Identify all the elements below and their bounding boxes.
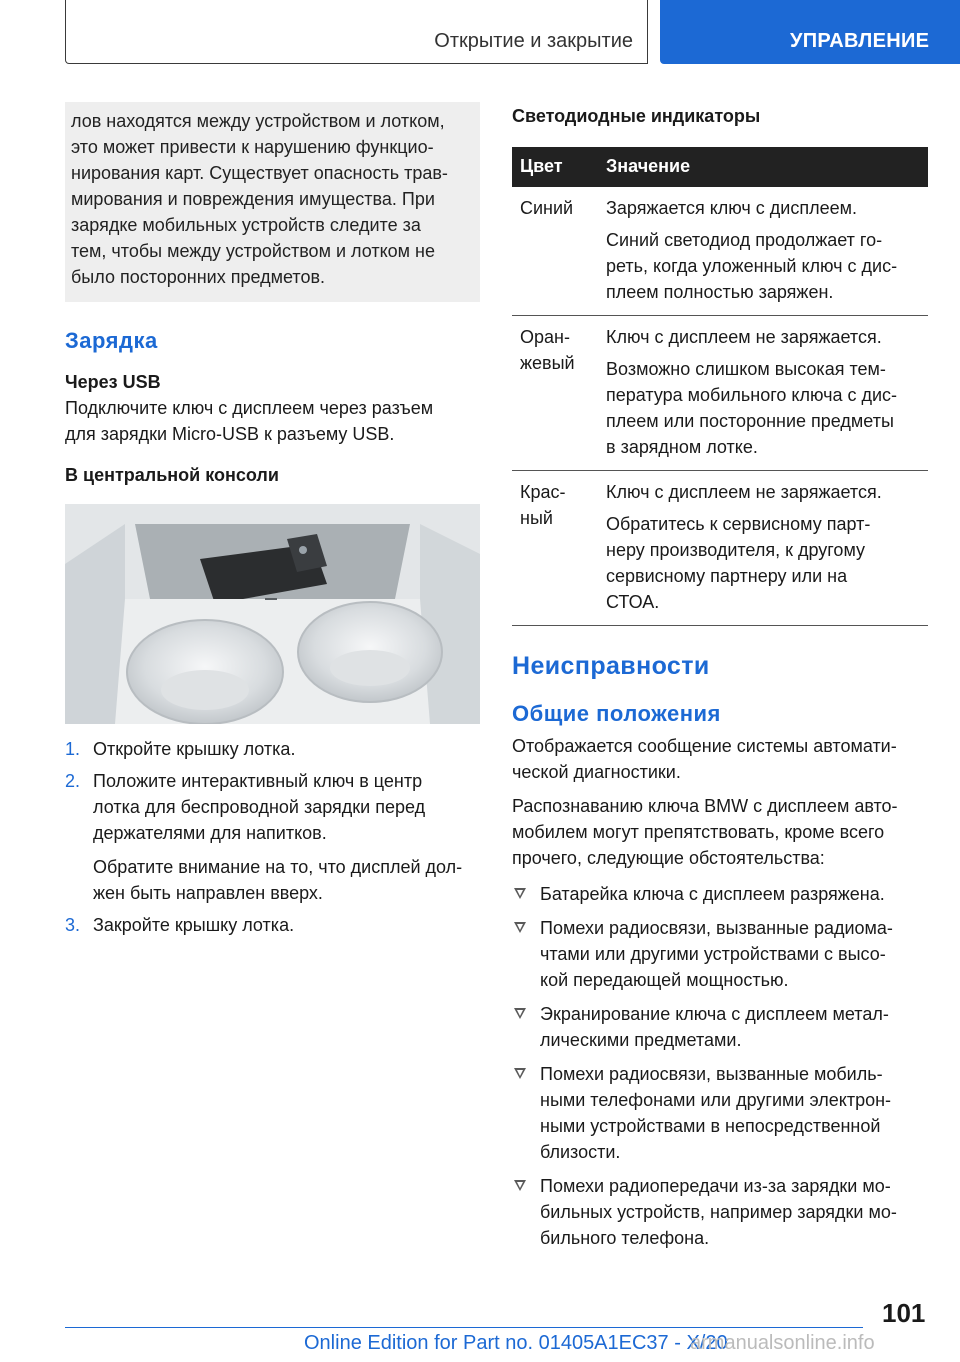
meaning-line: плеем полностью заряжен. bbox=[606, 282, 834, 302]
step-note bbox=[93, 854, 480, 906]
meaning-line: в зарядном лотке. bbox=[606, 437, 758, 457]
step-text: держателями для напитков. bbox=[93, 823, 327, 843]
meaning-line: Ключ с дисплеем не заряжается. bbox=[606, 482, 882, 502]
step-text: Положите интерактивный ключ в центр bbox=[93, 771, 423, 791]
warning-box bbox=[65, 102, 480, 302]
watermark-text: armanualsonline.info bbox=[690, 1332, 875, 1354]
bullet-line: Батарейка ключа с дисплеем разряжена. bbox=[540, 884, 885, 904]
step-note-line: жен быть направлен вверх. bbox=[93, 883, 323, 903]
table-row bbox=[512, 471, 928, 626]
section-tab bbox=[65, 0, 648, 64]
list-item bbox=[512, 881, 928, 907]
step-item bbox=[65, 768, 480, 906]
steps-list bbox=[65, 736, 480, 938]
step-text: лотка для беспроводной зарядки перед bbox=[93, 797, 426, 817]
general-paragraph bbox=[512, 733, 928, 785]
warning-line: мирования и повреждения имущества. При bbox=[71, 189, 435, 209]
warning-line: тем, чтобы между устройством и лотком не bbox=[71, 241, 435, 261]
triangle-bullet-icon bbox=[514, 1008, 526, 1019]
general-line: ческой диагностики. bbox=[512, 762, 681, 782]
warning-line: зарядке мобильных устройств следите за bbox=[71, 215, 421, 235]
table-header-color: Цвет bbox=[520, 156, 563, 176]
bullet-line: лическими предметами. bbox=[540, 1030, 742, 1050]
warning-line: это может привести к нарушению функцио- bbox=[71, 137, 434, 157]
meaning-line: Синий светодиод продолжает го- bbox=[606, 230, 883, 250]
list-item bbox=[512, 915, 928, 993]
meaning-line: Ключ с дисплеем не заряжается. bbox=[606, 327, 882, 347]
step-item bbox=[65, 912, 480, 938]
usb-text-line: Подключите ключ с дисплеем через разъем bbox=[65, 398, 434, 418]
usb-heading: Через USB bbox=[65, 372, 161, 392]
section-title: Открытие и закрытие bbox=[434, 30, 633, 52]
color-name: Синий bbox=[520, 198, 574, 218]
meaning-line: плеем или посторонние предметы bbox=[606, 411, 894, 431]
recognition-line: Распознаванию ключа BMW с дисплеем авто- bbox=[512, 796, 898, 816]
bullet-line: Экранирование ключа с дисплеем метал- bbox=[540, 1004, 889, 1024]
bullet-line: ными телефонами или другими электрон- bbox=[540, 1090, 892, 1110]
recognition-line: мобилем могут препятствовать, кроме всего bbox=[512, 822, 885, 842]
meaning-line: неру производителя, к другому bbox=[606, 540, 866, 560]
meaning-line: Обратитесь к сервисному парт- bbox=[606, 514, 871, 534]
console-tray-photo bbox=[65, 504, 480, 724]
warning-line: лов находятся между устройством и лотком, bbox=[71, 111, 445, 131]
step-number: 2. bbox=[65, 771, 81, 791]
bullet-line: кой передающей мощностью. bbox=[540, 970, 789, 990]
bullet-line: ными устройствами в непосредственной bbox=[540, 1116, 881, 1136]
table-header-row bbox=[512, 147, 928, 187]
triangle-bullet-icon bbox=[514, 1180, 526, 1191]
usb-text-line: для зарядки Micro-USB к разъему USB. bbox=[65, 424, 395, 444]
step-item bbox=[65, 736, 480, 762]
table-cell-color bbox=[520, 324, 595, 376]
table-cell-meaning bbox=[606, 187, 928, 315]
bullet-line: Помехи радиопередачи из-за зарядки мо- bbox=[540, 1176, 891, 1196]
color-name: ный bbox=[520, 508, 553, 528]
page-number: 101 bbox=[882, 1298, 926, 1328]
step-number: 1. bbox=[65, 739, 81, 759]
general-line: Отображается сообщение системы автомати- bbox=[512, 736, 897, 756]
table-row bbox=[512, 187, 928, 316]
list-item bbox=[512, 1001, 928, 1053]
meaning-line: реть, когда уложенный ключ с дис- bbox=[606, 256, 898, 276]
table-cell-color bbox=[520, 195, 595, 221]
table-cell-color bbox=[520, 479, 595, 531]
right-column bbox=[512, 102, 928, 1259]
bullet-list bbox=[512, 881, 928, 1251]
edition-text: Online Edition for Part no. 01405A1EC37 - X/20 bbox=[304, 1332, 728, 1354]
meaning-line: пература мобильного ключа с дис- bbox=[606, 385, 898, 405]
triangle-bullet-icon bbox=[514, 888, 526, 899]
meaning-line: СТОА. bbox=[606, 592, 660, 612]
footer-divider bbox=[65, 1327, 863, 1328]
charging-heading: Зарядка bbox=[65, 328, 158, 353]
triangle-bullet-icon bbox=[514, 922, 526, 933]
step-text: Закройте крышку лотка. bbox=[93, 915, 295, 935]
list-item bbox=[512, 1061, 928, 1165]
step-note-line: Обратите внимание на то, что дисплей дол- bbox=[93, 857, 463, 877]
recognition-line: прочего, следующие обстоятельства: bbox=[512, 848, 825, 868]
page-header bbox=[0, 0, 960, 66]
left-column bbox=[65, 102, 480, 938]
meaning-line: Заряжается ключ с дисплеем. bbox=[606, 198, 857, 218]
color-name: жевый bbox=[520, 353, 575, 373]
bullet-line: бильного телефона. bbox=[540, 1228, 710, 1248]
table-row bbox=[512, 316, 928, 471]
general-heading: Общие положения bbox=[512, 701, 721, 726]
bullet-line: чтами или другими устройствами с высо- bbox=[540, 944, 886, 964]
console-heading: В центральной консоли bbox=[65, 465, 279, 485]
warning-line: было посторонних предметов. bbox=[71, 267, 326, 287]
chapter-title: УПРАВЛЕНИЕ bbox=[790, 30, 930, 52]
bullet-line: Помехи радиосвязи, вызванные мобиль- bbox=[540, 1064, 883, 1084]
meaning-line: Возможно слишком высокая тем- bbox=[606, 359, 886, 379]
meaning-line: сервисному партнеру или на bbox=[606, 566, 848, 586]
led-table bbox=[512, 147, 928, 626]
step-text: Откройте крышку лотка. bbox=[93, 739, 296, 759]
color-name: Крас- bbox=[520, 482, 566, 502]
warning-line: нирования карт. Существует опасность трав- bbox=[71, 163, 448, 183]
color-name: Оран- bbox=[520, 327, 570, 347]
bullet-line: Помехи радиосвязи, вызванные радиома- bbox=[540, 918, 893, 938]
bullet-line: бильных устройств, например зарядки мо- bbox=[540, 1202, 897, 1222]
table-cell-meaning bbox=[606, 471, 928, 625]
table-cell-meaning bbox=[606, 316, 928, 470]
list-item bbox=[512, 1173, 928, 1251]
console-tray-illustration bbox=[65, 504, 480, 724]
chapter-tab bbox=[660, 0, 960, 64]
faults-heading: Неисправности bbox=[512, 652, 710, 680]
bullet-line: близости. bbox=[540, 1142, 621, 1162]
table-header-meaning: Значение bbox=[606, 156, 691, 176]
led-heading: Светодиодные индикаторы bbox=[512, 106, 761, 126]
triangle-bullet-icon bbox=[514, 1068, 526, 1079]
step-number: 3. bbox=[65, 915, 81, 935]
recognition-paragraph bbox=[512, 793, 928, 871]
